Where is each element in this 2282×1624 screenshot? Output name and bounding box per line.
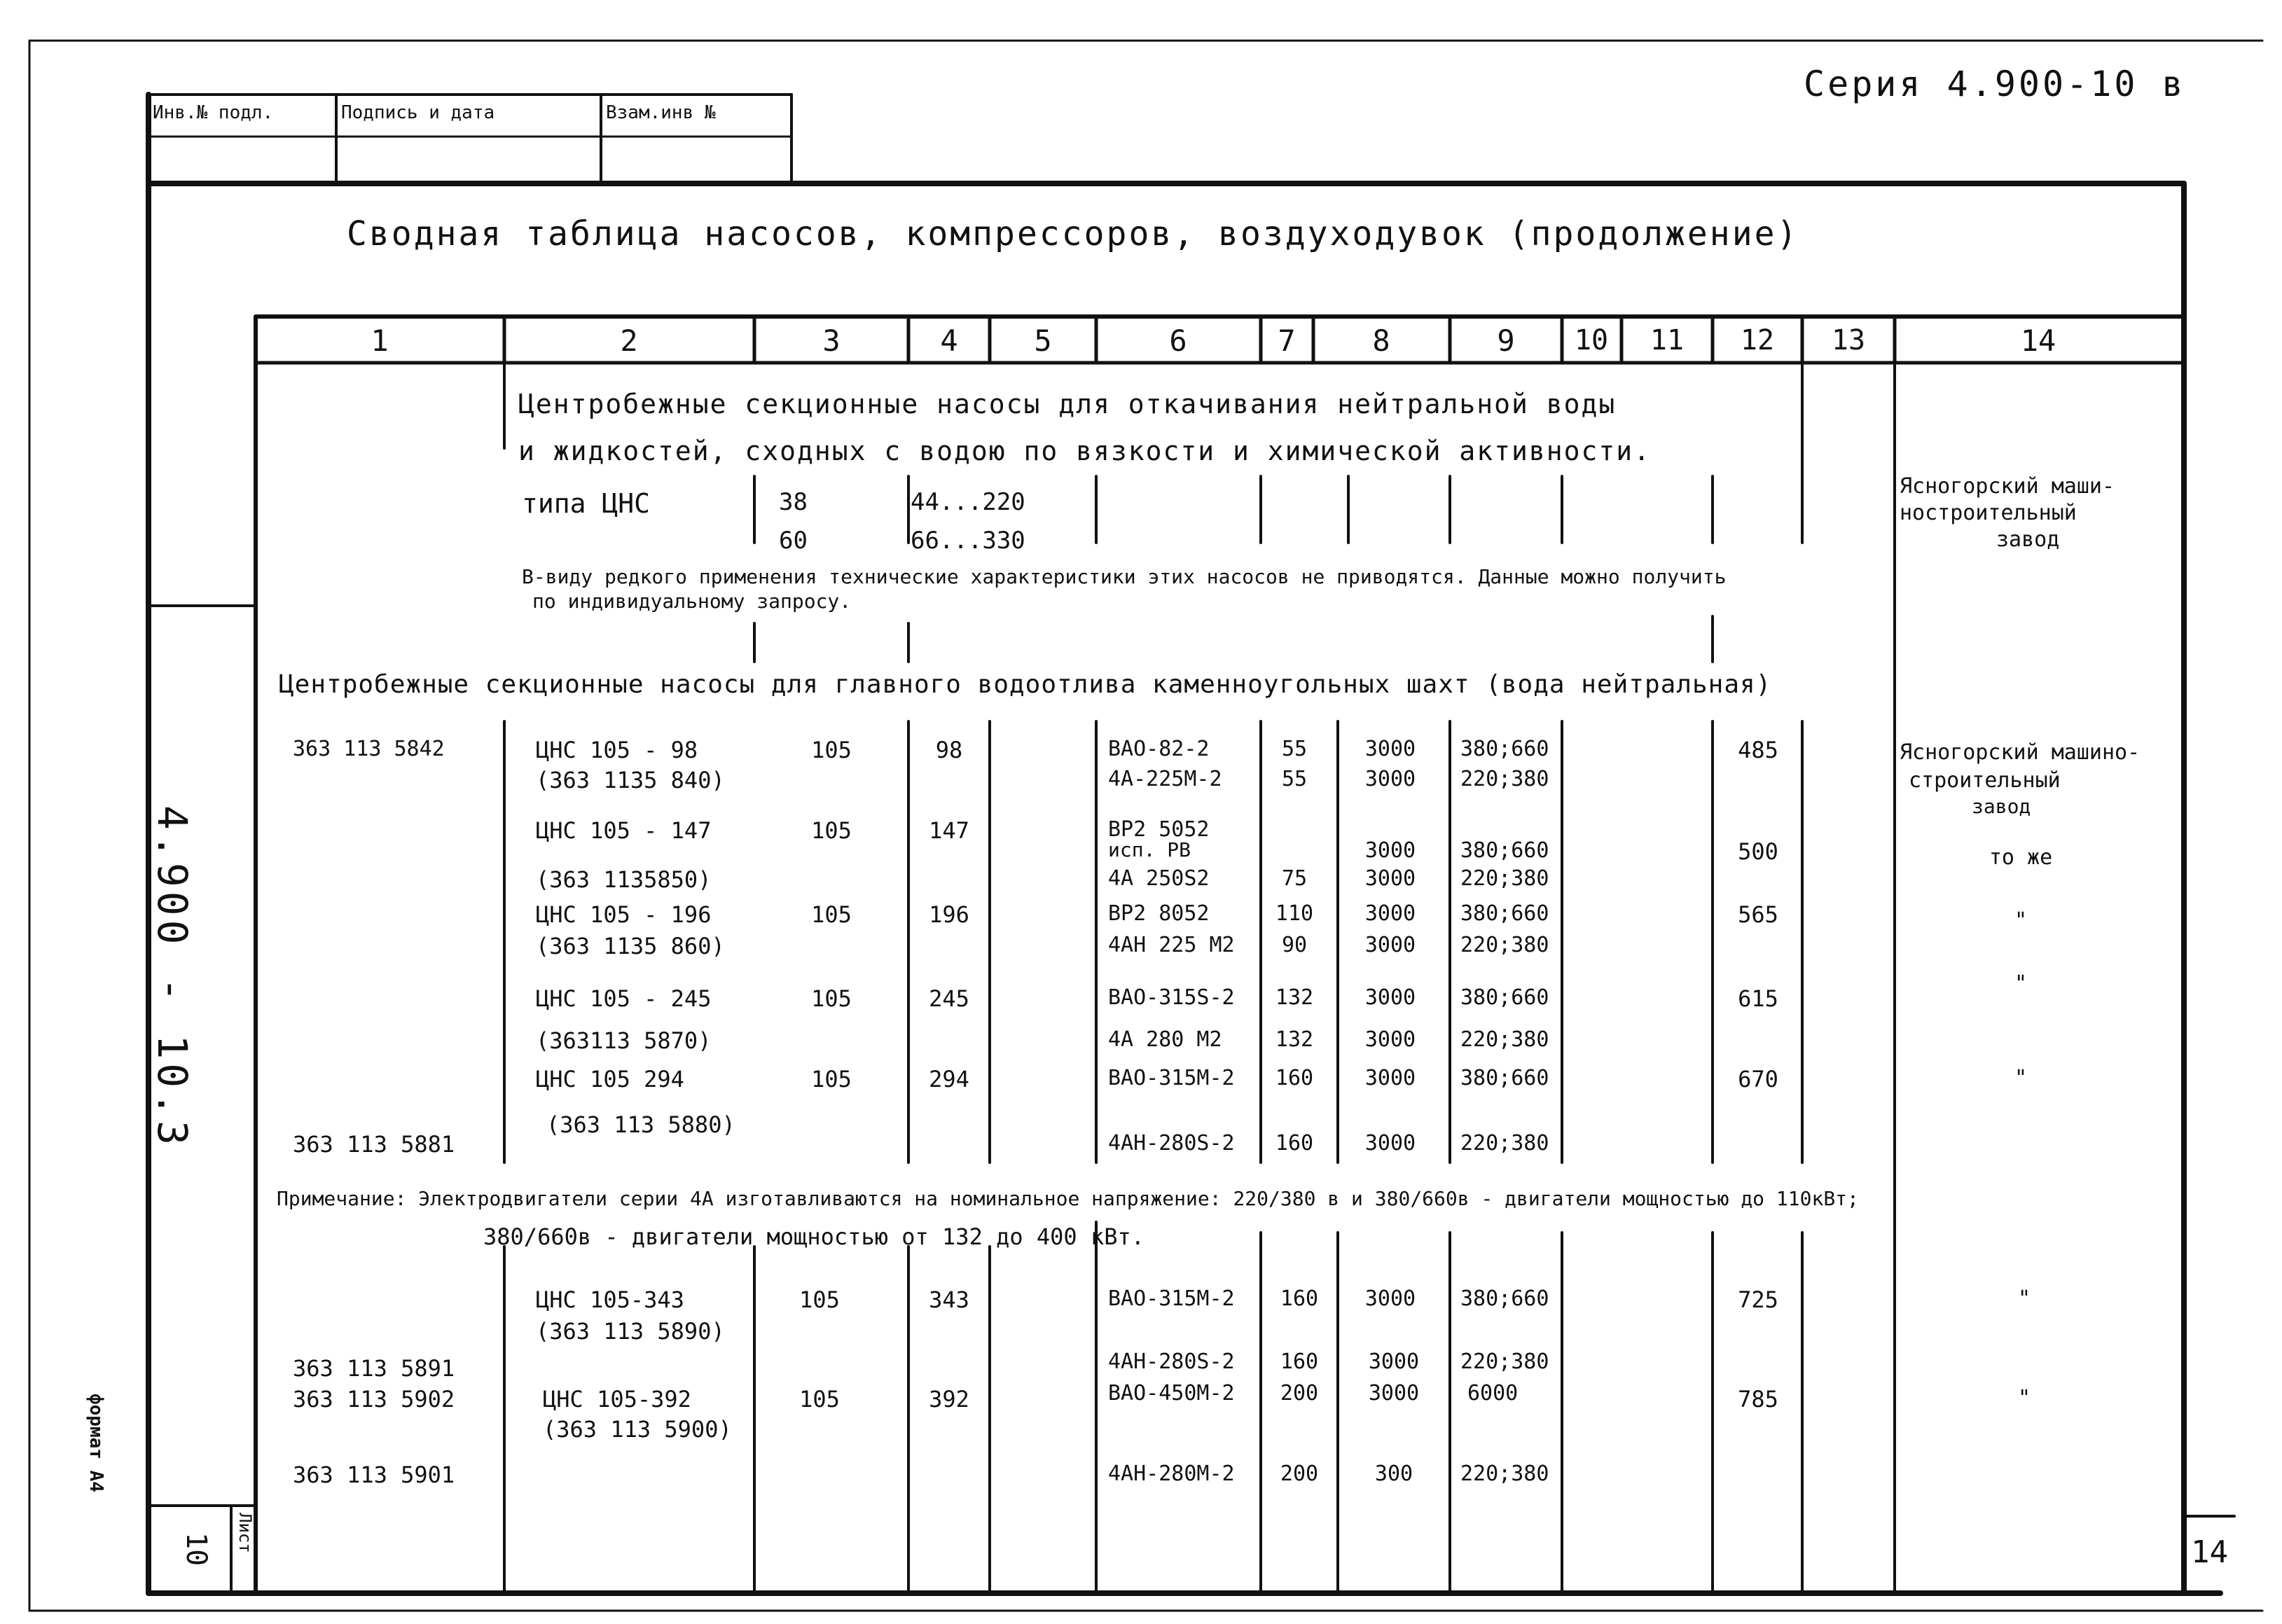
section1-type-label: типа ЦНС [522,488,651,519]
sheet-right-number: 14 [2191,1534,2228,1570]
cell-c9: 380;660 [1460,901,1549,926]
cell-c6a: ВР2 5052 [1108,817,1210,842]
cell-c9: 220;380 [1460,933,1549,957]
cell-c9: 220;380 [1460,1027,1549,1052]
cell-c14-line1: Ясногорский машино- [1900,740,2141,765]
cell-c8: 3000 [1364,1286,1416,1311]
cell-c6: ВР2 8052 [1108,901,1210,926]
cell-c6: ВАО-450М-2 [1108,1381,1235,1406]
cell-c2: (363 1135850) [536,866,712,893]
cell-c2: ЦНС 105 - 196 [536,901,712,928]
cell-c9: 220;380 [1460,1349,1549,1374]
cell-c14-line3: завод [1972,795,2031,818]
col-header-9: 9 [1497,324,1515,358]
remark-line1: Примечание: Электродвигатели серии 4А изготавливаются на номинальное напряжение: 220/380 в и 380/660в - двигатели мощностью до 110кВт; [277,1187,1859,1210]
cell-c1: 363 113 5842 [293,737,445,761]
format-label: формат А4 [85,1394,106,1492]
cell-c2: (363 113 5880) [546,1111,735,1138]
cell-c9: 380;660 [1460,737,1549,761]
cell-c2: ЦНС 105 - 98 [536,737,698,763]
cell-c12: 500 [1738,838,1778,865]
section1-note-line2: по индивидуальному запросу. [532,590,852,613]
cell-c6: 4АН-280S-2 [1108,1131,1235,1155]
cell-c4: 245 [929,985,969,1012]
section1-maker-3: завод [1996,527,2060,552]
col-header-2: 2 [620,324,638,358]
cell-c2: ЦНС 105 294 [536,1066,684,1092]
cell-c9: 6000 [1467,1381,1519,1406]
cell-c8: 3000 [1364,1027,1416,1052]
cell-c8: 3000 [1368,1381,1420,1406]
cell-c14: " [2014,1066,2028,1090]
section1-maker-1: Ясногорский маши- [1900,474,2115,499]
cell-c12: 485 [1738,737,1778,763]
cell-c9: 380;660 [1460,985,1549,1010]
section1-heading-line1: Центробежные секционные насосы для откачивания нейтральной воды [518,389,1617,419]
cell-c3: 105 [811,737,852,763]
cell-c8: 3000 [1364,985,1416,1010]
stamp-vzam-inv: Взам.инв № [606,102,716,123]
cell-c9: 380;660 [1460,1286,1549,1311]
cell-c2: (363113 5870) [536,1027,712,1054]
cell-c7: 55 [1281,767,1308,791]
stamp-podpis-data: Подпись и дата [341,102,495,123]
section1-note-line1: В-виду редкого применения технические характеристики этих насосов не приводятся. Данные можно получить [522,565,1727,588]
cell-c8: 3000 [1368,1349,1420,1374]
cell-c1: 363 113 5902 [293,1386,455,1413]
cell-c8: 3000 [1364,767,1416,791]
cell-c3: 105 [811,817,852,844]
cell-c8: 3000 [1364,737,1416,761]
cell-c4: 392 [929,1386,969,1413]
cell-c8: 3000 [1364,933,1416,957]
cell-c6b: исп. РВ [1108,838,1191,861]
series-label: Серия 4.900-10 в [1804,64,2186,104]
col-header-6: 6 [1169,324,1187,358]
col-header-8: 8 [1372,324,1390,358]
cell-c1: 363 113 5881 [293,1131,455,1158]
cell-c4: 294 [929,1066,969,1092]
cell-c7: 132 [1275,985,1314,1010]
cell-c9: 220;380 [1460,866,1549,891]
cell-c6: 4АН-280S-2 [1108,1349,1235,1374]
cell-c12: 565 [1738,901,1778,928]
cell-c14: " [2017,1386,2031,1410]
cell-c7: 160 [1280,1349,1319,1374]
remark-line2: 380/660в - двигатели мощностью от 132 до 400 кВт. [483,1223,1145,1250]
cell-c14: " [2014,971,2028,996]
cell-c2: ЦНС 105-392 [543,1386,691,1413]
cell-c6: ВАО-315S-2 [1108,985,1235,1010]
cell-c1: 363 113 5891 [293,1355,455,1382]
sheet-left-number: 10 [180,1532,212,1567]
cell-c9: 220;380 [1460,1131,1549,1155]
col-header-1: 1 [371,324,389,358]
cell-c9: 380;660 [1460,1066,1549,1090]
cell-c2: (363 113 5900) [543,1416,732,1443]
col-header-13: 13 [1831,324,1866,356]
cell-c4: 147 [929,817,969,844]
col-header-3: 3 [822,324,841,358]
cell-c7: 200 [1280,1462,1319,1486]
cell-c6: 4А 250S2 [1108,866,1210,891]
cell-c2: ЦНС 105-343 [536,1286,684,1313]
section2-heading: Центробежные секционные насосы для главного водоотлива каменноугольных шахт (вода нейтральная) [279,670,1772,699]
stamp-inv-podl: Инв.№ подл. [153,102,274,123]
col-header-10: 10 [1574,324,1609,356]
cell-c8: 3000 [1364,838,1416,863]
cell-c8: 3000 [1364,901,1416,926]
cell-c3: 105 [799,1386,840,1413]
cell-c6: 4АН-280М-2 [1108,1462,1235,1486]
cell-c6: 4А-225М-2 [1108,767,1222,791]
cell-c12: 725 [1738,1286,1778,1313]
cell-c4: 343 [929,1286,969,1313]
cell-c9: 220;380 [1460,767,1549,791]
cell-c2: ЦНС 105 - 147 [536,817,712,844]
cell-c9: 380;660 [1460,838,1549,863]
cell-c2: (363 1135 860) [536,933,725,959]
page-title: Сводная таблица насосов, компрессоров, воздуходувок (продолжение) [347,214,1799,254]
section1-heading-line2: и жидкостей, сходных с водою по вязкости и химической активности. [518,436,1652,466]
cell-c12: 785 [1738,1386,1778,1413]
section1-c4a: 44...220 [911,488,1025,516]
side-code: 4.900 - 10.3 [148,805,196,1150]
cell-c6: 4А 280 М2 [1108,1027,1222,1052]
col-header-14: 14 [2020,324,2056,358]
cell-c7: 55 [1281,737,1308,761]
cell-c6: ВАО-82-2 [1108,737,1210,761]
cell-c8: 3000 [1364,866,1416,891]
cell-c4: 98 [935,737,963,763]
col-header-11: 11 [1650,324,1685,356]
cell-c14: то же [1989,845,2053,870]
cell-c6: 4АН 225 М2 [1108,933,1235,957]
cell-c7: 110 [1275,901,1314,926]
cell-c14: " [2014,908,2028,933]
cell-c3: 105 [799,1286,840,1313]
cell-c14-line2: строительный [1909,768,2061,793]
cell-c14: " [2017,1286,2031,1311]
cell-c6: ВАО-315М-2 [1108,1286,1235,1311]
cell-c3: 105 [811,985,852,1012]
section1-c3a: 38 [779,488,808,516]
section1-maker-2: ностроительный [1900,501,2077,525]
cell-c2: (363 1135 840) [536,767,725,793]
col-header-12: 12 [1740,324,1775,356]
section1-c4b: 66...330 [911,527,1025,555]
cell-c4: 196 [929,901,969,928]
cell-c2: (363 113 5890) [536,1318,725,1345]
cell-c2: ЦНС 105 - 245 [536,985,712,1012]
cell-c8: 300 [1374,1462,1413,1486]
cell-c7: 132 [1275,1027,1314,1052]
cell-c12: 615 [1738,985,1778,1012]
cell-c1: 363 113 5901 [293,1462,455,1488]
cell-c12: 670 [1738,1066,1778,1092]
cell-c9: 220;380 [1460,1462,1549,1486]
cell-c7: 200 [1280,1381,1319,1406]
cell-c6: ВАО-315М-2 [1108,1066,1235,1090]
col-header-7: 7 [1278,324,1296,358]
col-header-4: 4 [940,324,958,358]
cell-c7: 75 [1281,866,1308,891]
sheet-label: Лист [235,1513,255,1553]
cell-c8: 3000 [1364,1066,1416,1090]
cell-c7: 160 [1280,1286,1319,1311]
cell-c8: 3000 [1364,1131,1416,1155]
cell-c7: 160 [1275,1131,1314,1155]
cell-c7: 90 [1281,933,1308,957]
cell-c3: 105 [811,1066,852,1092]
cell-c3: 105 [811,901,852,928]
col-header-5: 5 [1034,324,1052,358]
cell-c7: 160 [1275,1066,1314,1090]
section1-c3b: 60 [779,527,808,555]
